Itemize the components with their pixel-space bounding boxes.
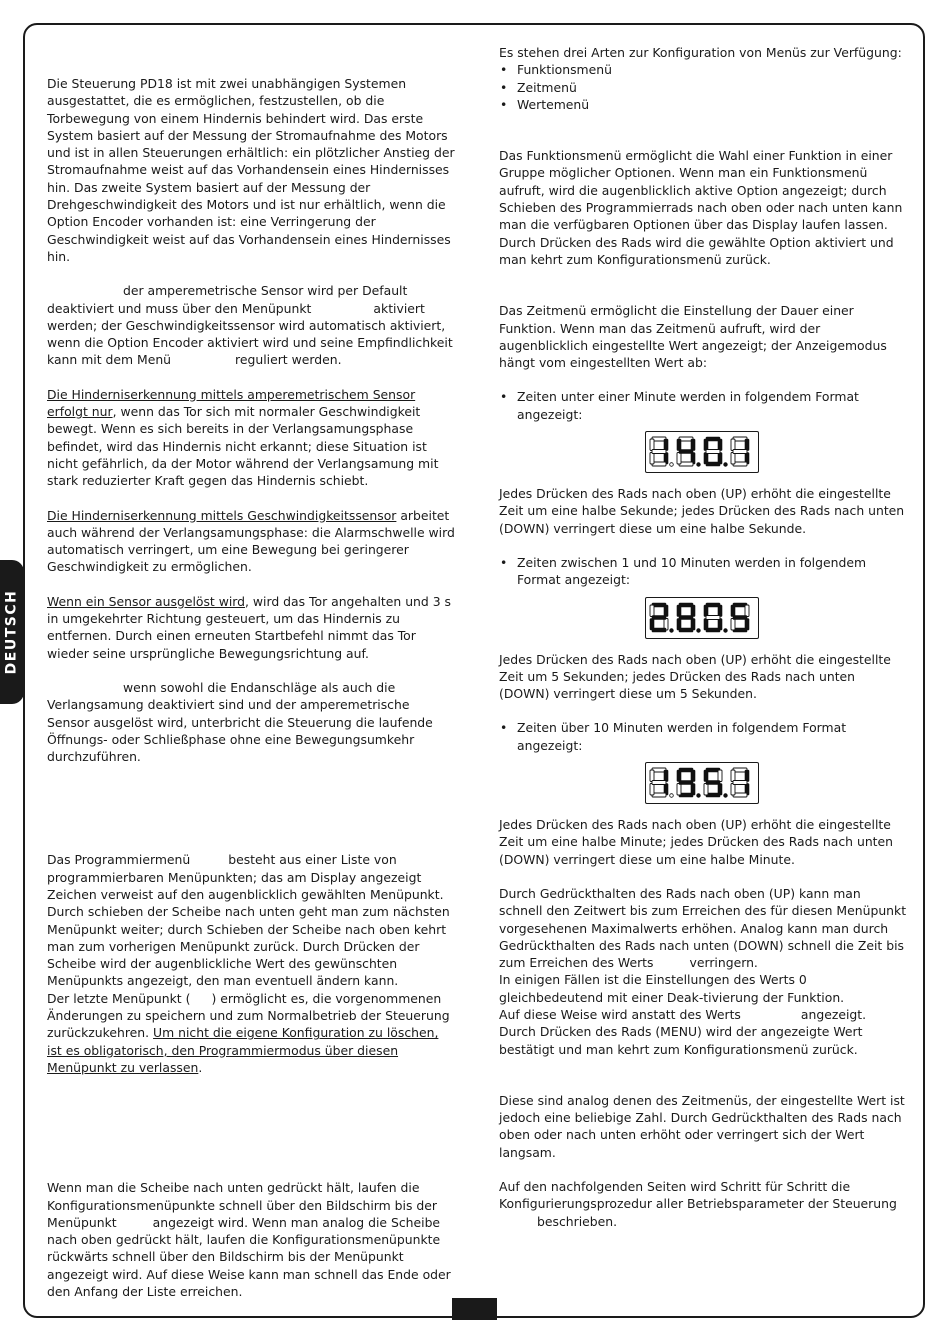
time-format-list-2 [499, 554, 907, 589]
seven-segment-display [645, 431, 759, 473]
seven-segment-display [645, 762, 759, 804]
display-digit-3-segment-f [704, 605, 708, 617]
display-digit-3-segment-b [718, 439, 722, 451]
display-dot-2 [697, 794, 701, 798]
display-digit-4-segment-b [745, 770, 749, 782]
display-digit-2-segment-g [679, 615, 693, 619]
list-item: • Zeiten zwischen 1 und 10 Minuten werden in folgendem Format angezeigt: [499, 554, 907, 589]
menu-types-intro: Es stehen drei Arten zur Konfiguration von Menüs zur Verfügung: [499, 45, 902, 60]
display-digit-3-segment-f [704, 439, 708, 451]
display-dot-1 [670, 794, 674, 798]
display-digit-1-segment-e [650, 453, 654, 465]
display-digit-3-segment-e [704, 784, 708, 796]
display-dot-2 [697, 628, 701, 632]
following-pages-paragraph: Auf den nachfolgenden Seiten wird Schritt für Schritt die Konfigurierungsprozedur aller Betriebsparameter der Steuerung beschrieben. [499, 1179, 897, 1229]
display-digit-2-segment-e [677, 784, 681, 796]
value-menu-paragraph: Diese sind analog denen des Zeitmenüs, der eingestellte Wert ist jedoch eine beliebige Zahl. Durch Gedrückthalten des Rads nach oben oder nach unten erhöht oder verringert sich der Wert langsam. [499, 1092, 905, 1160]
note-paragraph: wenn sowohl die Endanschläge als auch die Verlangsamung deaktiviert sind und der amperemetrische Sensor ausgelöst wird, unterbricht die Steuerung die laufende Öffnungs- oder Schließphase ohne eine Bewegungsumkehr durchzuführen. [47, 679, 433, 765]
display-digit-4-segment-e [731, 618, 735, 630]
display-digit-4-segment-g [733, 781, 747, 785]
list-item: • Zeiten unter einer Minute werden in folgendem Format angezeigt: [499, 388, 907, 423]
language-tab [0, 560, 24, 704]
display-digit-3-segment-e [704, 453, 708, 465]
page-number-tab [452, 1298, 497, 1320]
display-digit-2-segment-b [691, 439, 695, 451]
display-digit-1-segment-g [652, 615, 666, 619]
time-step-paragraph: Jedes Drücken des Rads nach oben (UP) erhöht die eingestellte Zeit um 5 Sekunden; jedes Drücken des Rads nach unten (DOWN) verringert diese um 5 Sekunden. [499, 651, 891, 702]
display-dot-2 [697, 463, 701, 467]
scroll-menu-paragraph: Wenn man die Scheibe nach unten gedrückt hält, laufen die Konfigurationsmenüpunkte schnell über den Bildschirm bis der Menüpunkt angezeigt wird. Wenn man analog die Scheibe nach oben gedrückt hält, laufen die Konfigurationsmenüpunkte rückwärts schnell über den Bildschirm bis der Menüpunkt angezeigt wird. Auf diese Weise kann man schnell das Ende oder den Anfang der Liste erreichen. [47, 1180, 451, 1300]
right-column [499, 44, 907, 1230]
display-digit-1-segment-f [650, 439, 654, 451]
list-item: • Zeiten über 10 Minuten werden in folgendem Format angezeigt: [499, 719, 907, 754]
display-digit-3-segment-g [706, 781, 720, 785]
display-digit-3-segment-f [704, 770, 708, 782]
display-digit-4-segment-g [733, 450, 747, 454]
display-dot-3 [724, 463, 728, 467]
sensor-triggered-paragraph: Wenn ein Sensor ausgelöst wird, wird das Tor angehalten und 3 s in umgekehrter Richtung gesteuert, um das Hindernis zu entfernen. Durch einen erneuten Startbefehl nimmt das Tor wieder seine ursprüngliche Bewegungsrichtung auf. [47, 593, 451, 661]
list-item: • Wertemenü [499, 96, 907, 113]
display-digit-3-segment-b [718, 605, 722, 617]
display-digit-2-segment-f [677, 605, 681, 617]
display-digit-2-segment-e [677, 618, 681, 630]
display-digit-4-segment-e [731, 784, 735, 796]
display-digit-1-segment-f [650, 770, 654, 782]
display-dot-3 [724, 794, 728, 798]
menu-types-list [499, 61, 907, 113]
display-digit-1-segment-b [664, 770, 668, 782]
display-digit-4-segment-g [733, 615, 747, 619]
ammeter-sensor-paragraph: Die Hinderniserkennung mittels amperemetrischem Sensor erfolgt nur, wenn das Tor sich mit normaler Geschwindigkeit bewegt. Wenn es sich bereits in der Verlangsamungsphase befindet, wird das Hindernis nicht erkannt; diese Situation ist nicht gefährlich, da der Motor während der Verlangsamung mit stark reduzierter Kraft gegen das Hindernis schiebt. [47, 386, 439, 489]
display-digit-1-segment-b [664, 605, 668, 617]
display-digit-1-segment-g [652, 450, 666, 454]
display-digit-1-segment-e [650, 618, 654, 630]
display-digit-2-segment-f [677, 439, 681, 451]
display-digit-2-segment-g [679, 450, 693, 454]
display-digit-1-segment-g [652, 781, 666, 785]
display-digit-2-segment-e [677, 453, 681, 465]
display-dot-3 [724, 628, 728, 632]
display-dot-1 [670, 463, 674, 467]
display-dot-1 [670, 628, 674, 632]
list-item: • Zeitmenü [499, 79, 907, 96]
display-digit-3-segment-b [718, 770, 722, 782]
time-format-list-1 [499, 388, 907, 423]
hold-wheel-paragraph: Durch Gedrückthalten des Rads nach oben (UP) kann man schnell den Zeitwert bis zum Erreichen des für diesen Menüpunkt vorgesehenen Maximalwerts erhöhen. Analog kann man durch Gedrückthalten des Rads nach unten (DOWN) schnell die Zeit bis zum Erreichen des Werts verringern. In einigen Fällen ist die Einstellungen des Werts 0 gleichbedeutend mit einer Deak-tivierung der Funktion. Auf diese Weise wird anstatt des Werts angezeigt. Durch Drücken des Rads (MENU) wird der angezeigte Wert bestätigt und man kehrt zum Konfigurationsmenü zurück. [499, 885, 907, 1057]
seven-segment-display [645, 597, 759, 639]
time-format-list-3 [499, 719, 907, 754]
display-digit-2-segment-g [679, 781, 693, 785]
language-tab-label: DEUTSCH [3, 589, 20, 675]
display-digit-1-segment-e [650, 784, 654, 796]
time-menu-paragraph: Das Zeitmenü ermöglicht die Einstellung der Dauer einer Funktion. Wenn man das Zeitmenü aufruft, wird der augenblicklich eingestellte Wert angezeigt; der Anzeigemodus hängt vom eingestellten Wert ab: [499, 303, 887, 371]
display-digit-3-segment-g [706, 450, 720, 454]
list-item: • Funktionsmenü [499, 61, 907, 78]
display-digit-2-segment-b [691, 605, 695, 617]
display-digit-4-segment-b [745, 439, 749, 451]
speed-sensor-paragraph: Die Hinderniserkennung mittels Geschwindigkeitssensor arbeitet auch während der Verlangsamungsphase: die Alarmschwelle wird automatisch verringert, um eine Bewegung bei geringerer Geschwindigkeit zu ermöglichen. [47, 507, 455, 575]
display-digit-3-segment-e [704, 618, 708, 630]
sensor-default-paragraph: der amperemetrische Sensor wird per Default deaktiviert und muss über den Menüpunkt aktiviert werden; der Geschwindigkeitssensor wird automatisch aktiviert, wenn die Option Encoder aktiviert wird und seine Empfindlichkeit kann mit dem Menü reguliert werden. [47, 283, 453, 368]
function-menu-paragraph: Das Funktionsmenü ermöglicht die Wahl einer Funktion in einer Gruppe möglicher Optionen. Wenn man ein Funktionsmenü aufruft, wird die augenblicklich aktive Option angezeigt; durch Schieben des Programmierrads nach oben oder nach unten kann man die verfügbaren Optionen über das Display laufen lassen. Durch Drücken des Rads wird die gewählte Option aktiviert und man kehrt zum Konfigurationsmenü zurück. [499, 148, 903, 267]
display-digit-4-segment-e [731, 453, 735, 465]
display-digit-1-segment-b [664, 439, 668, 451]
time-step-paragraph: Jedes Drücken des Rads nach oben (UP) erhöht die eingestellte Zeit um eine halbe Sekunde; jedes Drücken des Rads nach unten (DOWN) verringert diese um eine halbe Sekunde. [499, 486, 905, 536]
display-digit-4-segment-f [731, 439, 735, 451]
display-digit-4-segment-b [745, 605, 749, 617]
display-digit-4-segment-f [731, 605, 735, 617]
programming-menu-paragraph: Das Programmiermenü besteht aus einer Liste von programmierbaren Menüpunkten; das am Display angezeigt Zeichen verweist auf den augenblicklich gewählten Menüpunkt. Durch schieben der Scheibe nach unten geht man zum nächsten Menüpunkt weiter; durch Schieben der Scheibe nach oben kehrt man zum vorherigen Menüpunkt zurück. Durch Drücken der Scheibe wird der augenblickliche Wert des gewünschten Menüpunkts angezeigt, den man eventuell ändern kann. Der letzte Menüpunkt ( ) ermöglicht es, die vorgenommenen Änderungen zu speichern und zum Normalbetrieb der Steuerung zurückzukehren. Um nicht die eigene Konfiguration zu löschen, ist es obligatorisch, den Programmiermodus über diesen Menüpunkt zu verlassen. [47, 852, 450, 1075]
left-column [47, 75, 455, 1300]
display-digit-1-segment-f [650, 605, 654, 617]
time-step-paragraph: Jedes Drücken des Rads nach oben (UP) erhöht die eingestellte Zeit um eine halbe Minute; jedes Drücken des Rads nach unten (DOWN) verringert diese um eine halbe Minute. [499, 817, 894, 867]
display-digit-3-segment-g [706, 615, 720, 619]
display-digit-2-segment-b [691, 770, 695, 782]
display-digit-2-segment-f [677, 770, 681, 782]
obstacle-intro-paragraph: Die Steuerung PD18 ist mit zwei unabhängigen Systemen ausgestattet, die es ermöglichen, festzustellen, ob die Torbewegung von einem Hindernis behindert wird. Das erste System basiert auf der Messung der Stromaufnahme des Motors und ist in allen Steuerungen erhältlich: ein plötzlicher Anstieg der Stromaufnahme weist auf das Vorhandensein eines Hindernisses hin. Das zweite System basiert auf der Messung der Drehgeschwindigkeit des Motors und ist nur erhältlich, wenn die Option Encoder vorhanden ist: eine Verringerung der Geschwindigkeit weist auf das Vorhandensein eines Hindernisses hin. [47, 76, 455, 264]
display-digit-4-segment-f [731, 770, 735, 782]
